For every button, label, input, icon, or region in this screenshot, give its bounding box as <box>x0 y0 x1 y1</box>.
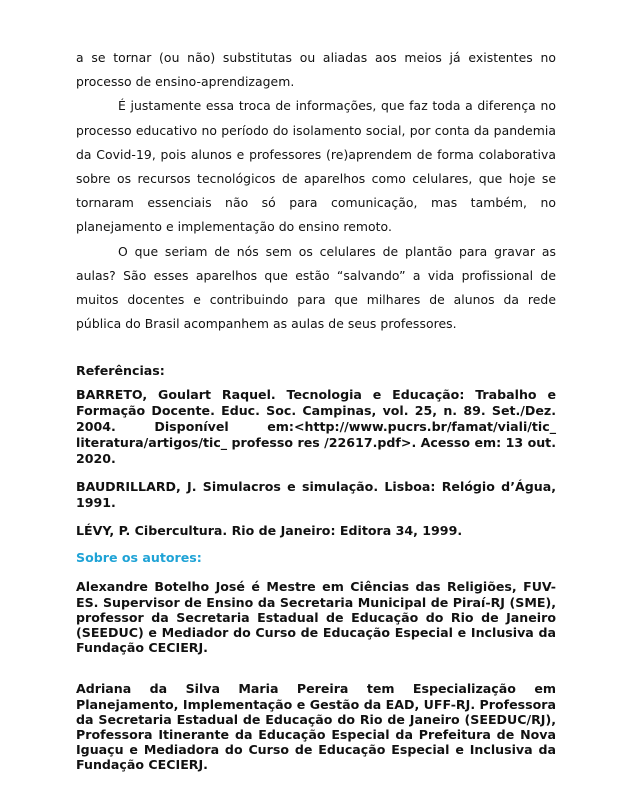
references-heading: Referências: <box>76 363 165 379</box>
document-page <box>76 46 556 773</box>
author-bio: Adriana da Silva Maria Pereira tem Especialização em Planejamento, Implementação e Gestão da EAD, UFF-RJ. Professora da Secretaria Estadual de Educação do Rio de Janeiro (SEEDUC/RJ), Professora Itinerante da Educação Especial da Prefeitura de Nova Iguaçu e Mediadora do Curso de Educação Especial e Inclusiva da Fundação CECIERJ. <box>76 681 556 773</box>
reference-item: BAUDRILLARD, J. Simulacros e simulação. Lisboa: Relógio d’Água, 1991. <box>76 479 556 511</box>
author-bio: Alexandre Botelho José é Mestre em Ciências das Religiões, FUV-ES. Supervisor de Ensino da Secretaria Municipal de Piraí-RJ (SME), professor da Secretaria Estadual de Educação do Rio de Janeiro (SEEDUC) e Mediador do Curso de Educação Especial e Inclusiva da Fundação CECIERJ. <box>76 579 556 656</box>
body-paragraph: a se tornar (ou não) substitutas ou aliadas aos meios já existentes no processo de ensino-aprendizagem. <box>76 50 556 90</box>
authors-heading: Sobre os autores: <box>76 550 202 566</box>
body-paragraph: O que seriam de nós sem os celulares de plantão para gravar as aulas? São esses aparelhos que estão “salvando” a vida profissional de muitos docentes e contribuindo para que milhares de alunos da rede pública do Brasil acompanhem as aulas de seus professores. <box>76 243 556 332</box>
body-paragraph: É justamente essa troca de informações, que faz toda a diferença no processo educativo no período do isolamento social, por conta da pandemia da Covid-19, pois alunos e professores (re)aprendem de forma colaborativa sobre os recursos tecnológicos de aparelhos como celulares, que hoje se tornaram essenciais não só para comunicação, mas também, no planejamento e implementação do ensino remoto. <box>76 98 556 235</box>
reference-item: LÉVY, P. Cibercultura. Rio de Janeiro: Editora 34, 1999. <box>76 523 463 539</box>
reference-item: BARRETO, Goulart Raquel. Tecnologia e Educação: Trabalho e Formação Docente. Educ. Soc. Campinas, vol. 25, n. 89. Set./Dez. 2004. Disponível em:<http://www.pucrs.br/famat/viali/tic_ literatura/artigos/tic_ professo res /22617.pdf>. Acesso em: 13 out. 2020. <box>76 387 556 467</box>
